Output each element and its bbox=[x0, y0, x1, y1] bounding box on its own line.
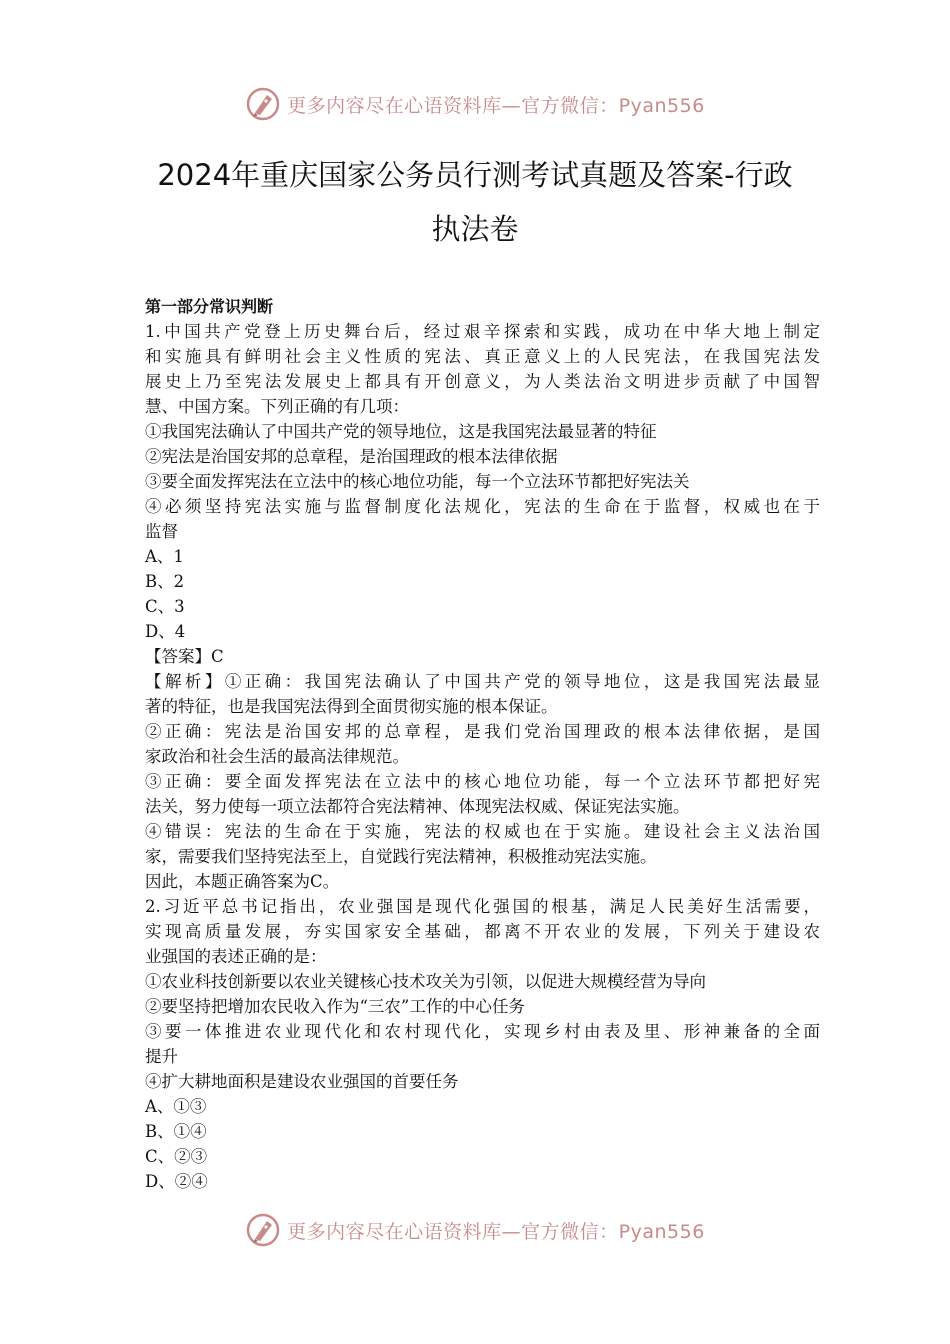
text-line: 著的特征，也是我国宪法得到全面贯彻实施的根本保证。 bbox=[145, 697, 558, 716]
document-title-line-1: 2024年重庆国家公务员行测考试真题及答案-行政 bbox=[157, 158, 793, 192]
text-line: 【答案】C bbox=[145, 647, 224, 666]
text-line: 展史上乃至宪法发展史上都具有开创意义，为人类法治文明进步贡献了中国智 bbox=[145, 372, 820, 391]
text-line: B、2 bbox=[145, 572, 185, 591]
document-body bbox=[145, 294, 820, 1194]
text-line: 提升 bbox=[145, 1047, 178, 1066]
text-line: A、①③ bbox=[145, 1097, 207, 1116]
text-line: A、1 bbox=[145, 547, 184, 566]
text-line: 【解析】①正确：我国宪法确认了中国共产党的领导地位，这是我国宪法最显 bbox=[145, 672, 820, 691]
text-line: B、①④ bbox=[145, 1122, 207, 1141]
text-line: ①农业科技创新要以农业关键核心技术攻关为引领，以促进大规模经营为导向 bbox=[145, 972, 706, 991]
text-line: C、3 bbox=[145, 597, 185, 616]
text-line: ②宪法是治国安邦的总章程，是治国理政的根本法律依据 bbox=[145, 447, 558, 466]
text-line: 家，需要我们坚持宪法至上，自觉践行宪法精神，积极推动宪法实施。 bbox=[145, 847, 657, 866]
text-line: 和实施具有鲜明社会主义性质的宪法、真正意义上的人民宪法，在我国宪法发 bbox=[145, 347, 820, 366]
text-line: ①我国宪法确认了中国共产党的领导地位，这是我国宪法最显著的特征 bbox=[145, 422, 657, 441]
footer-watermark bbox=[0, 1210, 950, 1250]
text-line: ③要全面发挥宪法在立法中的核心地位功能，每一个立法环节都把好宪法关 bbox=[145, 472, 690, 491]
pen-nib-logo-icon bbox=[245, 1212, 281, 1248]
text-line: 业强国的表述正确的是： bbox=[145, 947, 327, 966]
watermark-text: 更多内容尽在心语资料库—官方微信：Pyan556 bbox=[287, 94, 705, 117]
text-line: ②要坚持把增加农民收入作为“三农”工作的中心任务 bbox=[145, 997, 525, 1016]
pen-nib-logo-icon bbox=[245, 86, 281, 122]
text-line: 家政治和社会生活的最高法律规范。 bbox=[145, 747, 409, 766]
text-line: ②正确：宪法是治国安邦的总章程，是我们党治国理政的根本法律依据，是国 bbox=[145, 722, 820, 741]
text-line: 2.习近平总书记指出，农业强国是现代化强国的根基，满足人民美好生活需要， bbox=[145, 897, 820, 916]
text-line: 因此，本题正确答案为C。 bbox=[145, 872, 340, 891]
text-line: 慧、中国方案。下列正确的有几项： bbox=[145, 397, 409, 416]
text-line: ④必须坚持宪法实施与监督制度化法规化，宪法的生命在于监督，权威也在于 bbox=[145, 497, 820, 516]
header-watermark bbox=[0, 84, 950, 124]
text-line: 实现高质量发展，夯实国家安全基础，都离不开农业的发展，下列关于建设农 bbox=[145, 922, 820, 941]
text-line: ③要一体推进农业现代化和农村现代化，实现乡村由表及里、形神兼备的全面 bbox=[145, 1022, 820, 1041]
text-line: 1.中国共产党登上历史舞台后，经过艰辛探索和实践，成功在中华大地上制定 bbox=[145, 322, 820, 341]
text-line: D、4 bbox=[145, 622, 186, 641]
text-line: 法关，努力使每一项立法都符合宪法精神、体现宪法权威、保证宪法实施。 bbox=[145, 797, 690, 816]
document-title bbox=[100, 148, 850, 256]
watermark-text: 更多内容尽在心语资料库—官方微信：Pyan556 bbox=[287, 1220, 705, 1243]
body-lines bbox=[145, 319, 820, 1194]
text-line: ③正确：要全面发挥宪法在立法中的核心地位功能，每一个立法环节都把好宪 bbox=[145, 772, 820, 791]
document-title-line-2: 执法卷 bbox=[431, 212, 519, 246]
text-line: D、②④ bbox=[145, 1172, 208, 1191]
text-line: 监督 bbox=[145, 522, 178, 541]
text-line: C、②③ bbox=[145, 1147, 208, 1166]
text-line: ④错误：宪法的生命在于实施，宪法的权威也在于实施。建设社会主义法治国 bbox=[145, 822, 820, 841]
section-heading: 第一部分常识判断 bbox=[145, 297, 274, 316]
text-line: ④扩大耕地面积是建设农业强国的首要任务 bbox=[145, 1072, 459, 1091]
